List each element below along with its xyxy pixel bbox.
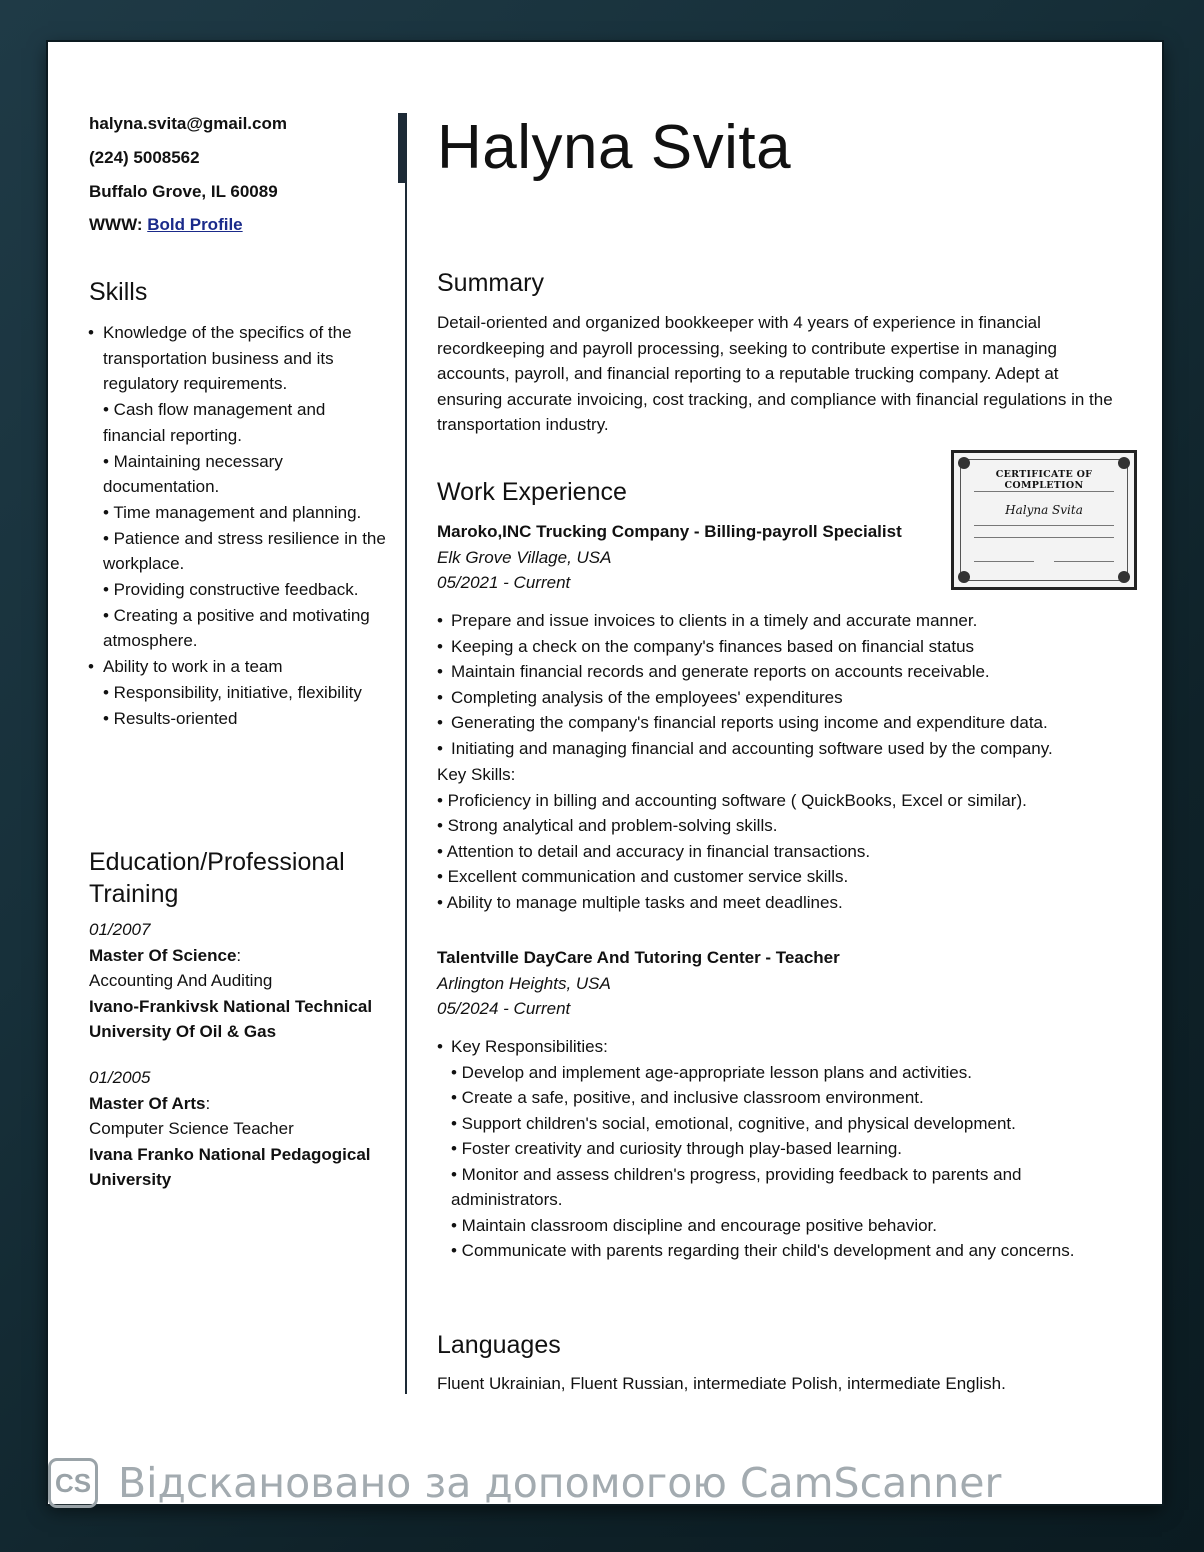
degree-colon: :	[205, 1093, 211, 1113]
skill-item: • Results-oriented	[103, 708, 238, 728]
skills-title: Skills	[89, 278, 148, 306]
languages-title: Languages	[437, 1331, 561, 1359]
job-heading: Maroko,INC Trucking Company - Billing-payroll Specialist	[437, 522, 902, 541]
job-heading: Talentville DayCare And Tutoring Center - Teacher	[437, 948, 840, 967]
skill-item: • Creating a positive and motivating atmosphere.	[103, 605, 370, 651]
skill-item: • Time management and planning.	[103, 502, 362, 522]
education-school: Ivana Franko National Pedagogical University	[89, 1144, 371, 1189]
skill-item: • Responsibility, initiative, flexibility	[103, 682, 362, 702]
job-duty: • Maintain financial records and generate reports on accounts receivable.	[437, 659, 1127, 685]
responsibility: • Communicate with parents regarding their child's development and any concerns.	[451, 1241, 1075, 1260]
key-skill: • Proficiency in billing and accounting software ( QuickBooks, Excel or similar).	[437, 790, 1027, 810]
job-entry	[437, 519, 1127, 596]
skill-item: • Cash flow management and financial reporting.	[103, 400, 326, 445]
contact-email: halyna.svita@gmail.com	[89, 114, 287, 133]
key-skill: • Attention to detail and accuracy in financial transactions.	[437, 841, 871, 861]
responsibility: • Develop and implement age-appropriate lesson plans and activities.	[451, 1062, 972, 1082]
education-date: 01/2007	[89, 920, 151, 939]
contact-www	[89, 215, 243, 235]
key-skill: • Excellent communication and customer service skills.	[437, 867, 849, 886]
job-duty: • Keeping a check on the company's finances based on financial status	[437, 634, 1127, 660]
job-duty: • Prepare and issue invoices to clients in a timely and accurate manner.	[437, 608, 1127, 634]
key-skills	[437, 762, 1127, 915]
education-school: Ivano-Frankivsk National Technical University Of Oil & Gas	[89, 996, 373, 1041]
skill-item: • Maintaining necessary documentation.	[103, 451, 283, 497]
job-duties-list	[437, 608, 1127, 761]
key-skills-label: Key Skills:	[437, 765, 516, 784]
certificate-title: CERTIFICATE OF COMPLETION	[995, 469, 1093, 491]
skill-item: • Ability to work in a team	[88, 654, 388, 680]
skill-item: • Providing constructive feedback.	[103, 580, 359, 600]
camscanner-text: Відскановано за допомогою CamScanner	[118, 1459, 1002, 1507]
skills-list	[88, 320, 388, 731]
job-duty: • Completing analysis of the employees' expenditures	[437, 685, 1127, 711]
job-duty: • Generating the company's financial reports using income and expenditure data.	[437, 710, 1127, 736]
job-dates: 05/2024 - Current	[437, 999, 571, 1018]
job-dates: 05/2021 - Current	[437, 573, 571, 592]
camscanner-logo-icon: CS	[48, 1458, 98, 1508]
resume-page	[48, 42, 1162, 1504]
summary-title: Summary	[437, 269, 544, 297]
education-entry	[89, 917, 399, 1045]
work-experience-title: Work Experience	[437, 478, 627, 506]
responsibility: • Monitor and assess children's progress, providing feedback to parents and administrators.	[451, 1164, 1022, 1209]
column-divider	[405, 113, 407, 1394]
education-title: Education/Professional Training	[89, 848, 345, 908]
job-entry	[437, 945, 1127, 1022]
key-skill: • Ability to manage multiple tasks and meet deadlines.	[437, 892, 843, 912]
education-field: Accounting And Auditing	[89, 971, 273, 990]
responsibility: • Support children's social, emotional, cognitive, and physical development.	[451, 1113, 1016, 1133]
job-responsibilities	[437, 1034, 1077, 1264]
education-degree: Master Of Science	[89, 945, 237, 965]
education-date: 01/2005	[89, 1068, 151, 1087]
job-location: Elk Grove Village, USA	[437, 547, 612, 567]
bold-profile-link[interactable]: Bold Profile	[147, 215, 243, 234]
education-degree: Master Of Arts	[89, 1093, 206, 1113]
education-entry	[89, 1065, 399, 1193]
www-label: WWW:	[89, 215, 143, 234]
column-divider-accent	[398, 113, 405, 183]
education-field: Computer Science Teacher	[89, 1119, 294, 1138]
summary-text: Detail-oriented and organized bookkeeper with 4 years of experience in financial recordkeeping and payroll processing, seeking to contribute expertise in managing accounts, payroll, and financial reporting to a reputable trucking company. Adept at ensuring accurate invoicing, cost tracking, and compliance with financial regulations in the transportation industry.	[437, 313, 1113, 434]
degree-colon: :	[236, 945, 242, 965]
skill-item: • Knowledge of the specifics of the transportation business and its regulatory requirements.	[88, 320, 388, 397]
candidate-name: Halyna Svita	[437, 113, 792, 182]
responsibility: • Foster creativity and curiosity through play-based learning.	[451, 1139, 903, 1158]
languages-text: Fluent Ukrainian, Fluent Russian, intermediate Polish, intermediate English.	[437, 1374, 1006, 1393]
camscanner-watermark	[48, 1456, 1001, 1510]
job-location: Arlington Heights, USA	[437, 973, 611, 993]
key-skill: • Strong analytical and problem-solving skills.	[437, 816, 778, 835]
contact-phone: (224) 5008562	[89, 148, 200, 167]
certificate-name: Halyna Svita	[1005, 503, 1083, 517]
contact-location: Buffalo Grove, IL 60089	[89, 182, 278, 201]
job-duty: • Initiating and managing financial and accounting software used by the company.	[437, 736, 1127, 762]
responsibilities-label: • Key Responsibilities:	[437, 1034, 1077, 1060]
responsibility: • Maintain classroom discipline and encourage positive behavior.	[451, 1215, 938, 1235]
skill-item: • Patience and stress resilience in the workplace.	[103, 528, 386, 574]
responsibility: • Create a safe, positive, and inclusive classroom environment.	[451, 1088, 924, 1107]
